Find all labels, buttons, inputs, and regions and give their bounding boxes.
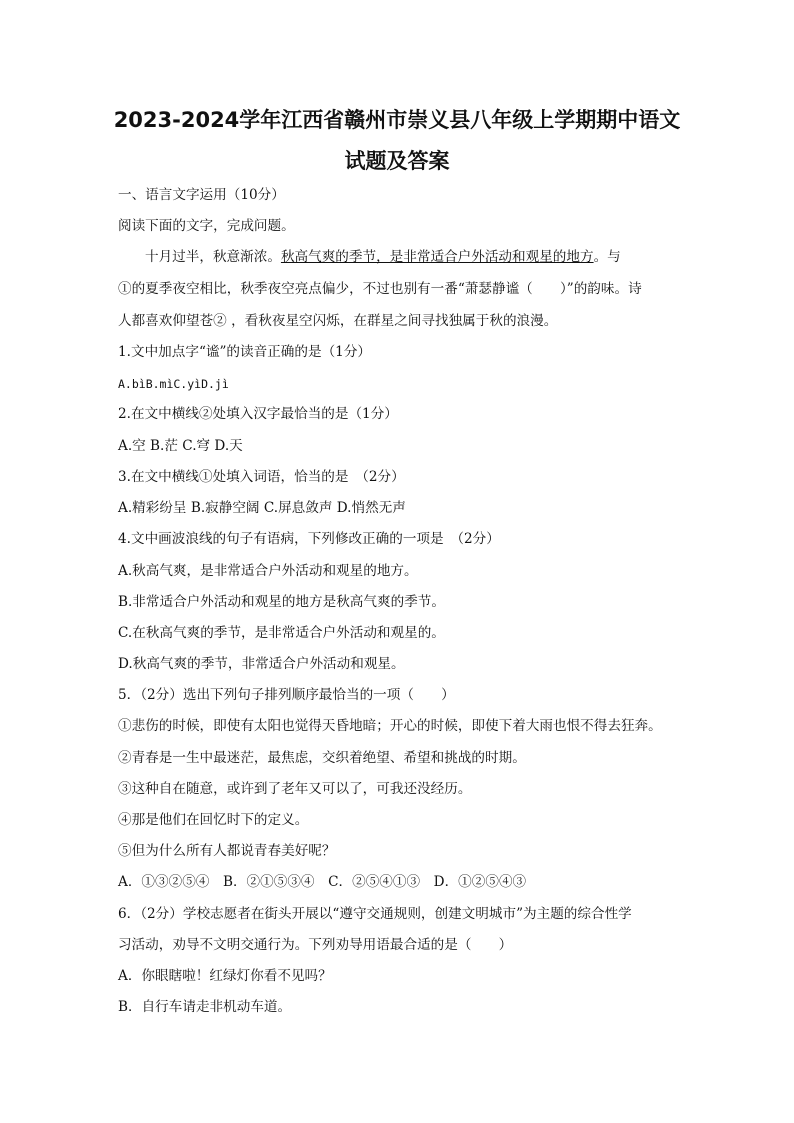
question-3: 3.在文中横线①处填入词语，恰当的是 （2分） [118, 469, 405, 485]
question-5-sentence-1: ①悲伤的时候，即使有太阳也觉得天昏地暗；开心的时候，即使下着大雨也恨不得去狂奔。 [118, 718, 662, 734]
document-title-line1: 2023-2024学年江西省赣州市崇义县八年级上学期期中语文 [113, 108, 681, 132]
question-4: 4.文中画波浪线的句子有语病，下列修改正确的一项是 （2分） [118, 531, 500, 547]
question-1: 1.文中加点字“谧”的读音正确的是（1分） [118, 344, 372, 360]
question-3-options: A.精彩纷呈 B.寂静空阔 C.屏息敛声 D.悄然无声 [118, 500, 406, 516]
question-5-options: A．①③②⑤④ B．②①⑤③④ C．②⑤④①③ D．①②⑤④③ [118, 874, 527, 890]
passage-line-1 [145, 248, 621, 266]
question-4-option-b: B.非常适合户外活动和观星的地方是秋高气爽的季节。 [118, 594, 445, 610]
question-5-sentence-3: ③这种自在随意，或许到了老年又可以了，可我还没经历。 [118, 781, 472, 797]
instruction-text: 阅读下面的文字，完成问题。 [118, 218, 295, 234]
question-5-sentence-5: ⑤但为什么所有人都说青春美好呢？ [118, 843, 336, 859]
passage-line-3: 人都喜欢仰望苍② ，看秋夜星空闪烁，在群星之间寻找独属于秋的浪漫。 [118, 313, 558, 329]
question-4-option-a: A.秋高气爽，是非常适合户外活动和观星的地方。 [118, 563, 418, 579]
question-6-option-b: B．自行车请走非机动车道。 [118, 999, 292, 1015]
question-4-option-c: C.在秋高气爽的季节，是非常适合户外活动和观星的。 [118, 625, 445, 641]
question-5-sentence-2: ②青春是一生中最迷茫，最焦虑，交织着绝望、希望和挑战的时期。 [118, 750, 526, 766]
section-heading: 一、语言文字运用（10分） [118, 187, 285, 203]
question-1-options: A.bìB.mìC.yìD.jì [118, 377, 229, 391]
question-6-option-a: A．你眼瞎啦！红绿灯你看不见吗？ [118, 968, 332, 984]
question-2: 2.在文中横线②处填入汉字最恰当的是（1分） [118, 406, 398, 422]
passage-line-2: ①的夏季夜空相比，秋季夜空亮点偏少，不过也别有一番“萧瑟静谧（ ）”的韵味。诗 [118, 281, 642, 297]
passage-line1-end: 。与 [593, 249, 621, 265]
question-4-option-d: D.秋高气爽的季节，非常适合户外活动和观星。 [118, 656, 405, 672]
question-5-sentence-4: ④那是他们在回忆时下的定义。 [118, 812, 309, 828]
passage-start: 十月过半，秋意渐浓。 [145, 249, 281, 265]
question-6-line-1: 6．（2分）学校志愿者在街头开展以“遵守交通规则，创建文明城市”为主题的综合性学 [118, 906, 632, 922]
question-2-options: A.空 B.茫 C.穹 D.天 [118, 438, 243, 454]
question-6-line-2: 习活动，劝导不文明交通行为。下列劝导用语最合适的是（ ） [118, 937, 513, 953]
passage-wavy-sentence: 秋高气爽的季节，是非常适合户外活动和观星的地方 [280, 249, 594, 265]
document-title-line2: 试题及答案 [344, 149, 450, 173]
question-5: 5．（2分）选出下列句子排列顺序最恰当的一项（ ） [118, 687, 455, 703]
